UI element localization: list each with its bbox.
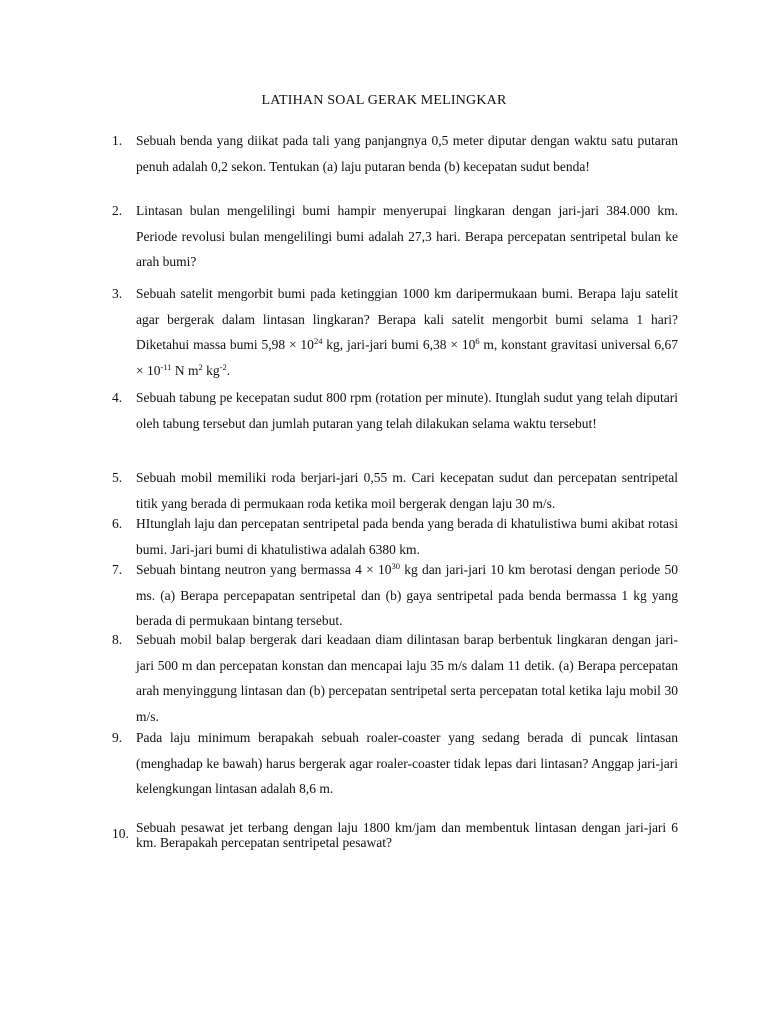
question-9 <box>112 725 678 802</box>
question-text-part: m, konstant gravitasi universal 6,67 × 10 <box>136 337 679 378</box>
question-8 <box>112 627 678 729</box>
question-text-part: kg, jari-jari bumi 6,38 × 10 <box>322 337 476 352</box>
question-4 <box>112 385 678 436</box>
question-2 <box>112 198 678 275</box>
question-text: Sebuah mobil memiliki roda berjari-jari 0,55 m. Cari kecepatan sudut dan percepatan sentripetal titik yang berada di permukaan roda ketika moil bergerak dengan laju 30 m/s. <box>136 470 678 511</box>
exponent: -2 <box>219 361 227 372</box>
question-text-part: N m <box>171 362 199 378</box>
question-text: Sebuah pesawat jet terbang dengan laju 1800 km/jam dan membentuk lintasan dengan jari-jari 6 km. Berapakah percepatan sentripetal pesawat? <box>136 820 678 850</box>
question-5 <box>112 465 678 516</box>
exponent: 2 <box>198 361 203 372</box>
question-number: 7. <box>112 562 123 577</box>
exponent: -11 <box>160 361 172 372</box>
question-number: 4. <box>112 390 123 405</box>
question-1 <box>112 128 678 179</box>
question-number: 3. <box>112 286 123 301</box>
question-text: Sebuah benda yang diikat pada tali yang panjangnya 0,5 meter diputar dengan waktu satu putaran penuh adalah 0,2 sekon. Tentukan (a) laju putaran benda (b) kecepatan sudut benda! <box>136 133 678 174</box>
question-6 <box>112 511 678 562</box>
question-number: 5. <box>112 470 123 485</box>
question-text: Sebuah tabung pe kecepatan sudut 800 rpm (rotation per minute). Itunglah sudut yang telah diputari oleh tabung tersebut dan jumlah putaran yang telah dilakukan selama waktu tersebut! <box>136 390 678 431</box>
question-text-part: Sebuah bintang neutron yang bermassa 4 × 10 <box>136 562 392 577</box>
question-text: HItunglah laju dan percepatan sentripetal pada benda yang berada di khatulistiwa bumi akibat rotasi bumi. Jari-jari bumi di khatulistiwa adalah 6380 km. <box>136 516 678 557</box>
exponent: 6 <box>475 336 480 346</box>
question-text <box>136 281 678 383</box>
question-text: Sebuah mobil balap bergerak dari keadaan diam dilintasan barap berbentuk lingkaran dengan jari-jari 500 m dan percepatan konstan dan mencapai laju 35 m/s dalam 11 detik. (a) Berapa percepatan arah menyinggung lintasan dan (b) percepatan sentripetal serta percepatan total ketika laju mobil 30 m/s. <box>136 632 678 724</box>
question-number: 10. <box>112 826 129 841</box>
question-number: 1. <box>112 133 123 148</box>
question-3 <box>112 281 678 383</box>
question-text: Pada laju minimum berapakah sebuah roaler-coaster yang sedang berada di puncak lintasan (menghadap ke bawah) harus bergerak agar roaler-coaster tidak lepas dari lintasan? Anggap jari-jari kelengkungan lintasan adalah 8,6 m. <box>136 730 678 796</box>
document-title: LATIHAN SOAL GERAK MELINGKAR <box>261 93 507 108</box>
question-number: 2. <box>112 203 123 218</box>
question-text-part: Sebuah satelit mengorbit bumi pada ketinggian 1000 km daripermukaan bumi. Berapa laju satelit agar bergerak dalam lintasan lingkaran? Berapa kali satelit mengorbit bumi selama 1 hari? Diketahui massa bumi 5,98 × 10 <box>136 286 678 352</box>
question-number: 9. <box>112 730 123 745</box>
exponent: 24 <box>313 336 323 346</box>
question-text-part: . <box>226 362 231 378</box>
question-7 <box>112 557 678 634</box>
question-text: Lintasan bulan mengelilingi bumi hampir menyerupai lingkaran dengan jari-jari 384.000 km. Periode revolusi bulan mengelilingi bumi adalah 27,3 hari. Berapa percepatan sentripetal bulan ke arah bumi? <box>136 203 678 269</box>
exponent: 30 <box>391 561 400 571</box>
question-number: 8. <box>112 632 123 647</box>
question-text <box>136 557 678 634</box>
question-text-part: kg <box>202 362 220 378</box>
question-text-part: kg dan jari-jari 10 km berotasi dengan periode 50 ms. (a) Berapa percepapatan sentripetal dan (b) gaya sentripetal pada benda bermassa 1 kg yang berada di permukaan bintang tersebut. <box>136 562 679 628</box>
question-10 <box>112 821 678 850</box>
question-number: 6. <box>112 516 123 531</box>
